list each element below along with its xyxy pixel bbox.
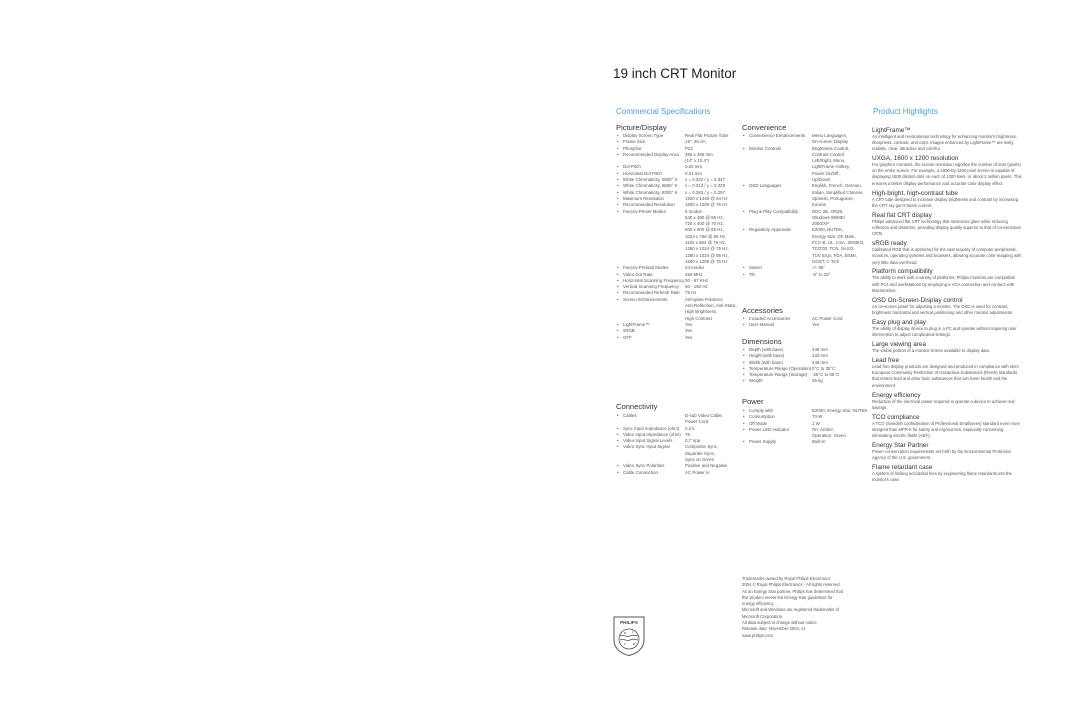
spec-value: Yes xyxy=(685,328,693,334)
bullet: • xyxy=(617,177,619,183)
spec-value: Yes xyxy=(685,321,693,327)
bullet: • xyxy=(617,189,619,195)
highlight-description: Philips advanced flat CRT technology that minimizes glare while reducing reflection and distortion, providing display quality superior to that of conventional CRTs. xyxy=(872,218,1021,237)
highlight-description: Power conservation requirements set forth by the Environmental Protection Agency of the U.S. government. xyxy=(872,449,1012,461)
spec-label: LightFrame™ xyxy=(623,321,650,327)
spec-value: 30 - 97 KHz xyxy=(685,277,709,283)
power-specs xyxy=(743,408,867,446)
spec-label: User Manual xyxy=(749,322,774,328)
bullet: • xyxy=(743,426,745,432)
bullet: • xyxy=(743,322,745,328)
spec-value: 720 x 400 @ 70 Hz, xyxy=(685,221,724,227)
spec-value: D-sub Video Cable, xyxy=(685,413,723,418)
spec-label: Consumption xyxy=(749,414,775,420)
spec-label: Convenience Enhancements xyxy=(749,133,806,138)
spec-label: Video Sync Input Signal xyxy=(623,444,670,450)
logo-text: PHILIPS xyxy=(620,620,638,625)
spec-value: -5° to 25° xyxy=(812,271,831,277)
spec-label: Factory Preset Modes xyxy=(623,208,666,214)
spec-value: AC Power Cord xyxy=(812,316,843,321)
spec-value: 24 modes xyxy=(685,265,705,271)
spec-value: x = 0.313 / y = 0.329 xyxy=(685,183,726,189)
bullet: • xyxy=(617,145,619,151)
spec-value: 1280 x 1024 @ 85 Hz, xyxy=(685,252,729,258)
bullet: • xyxy=(617,164,619,170)
bullet: • xyxy=(617,469,619,475)
spec-value: 0.25 mm xyxy=(685,164,703,170)
spec-value: 448 mm xyxy=(812,359,828,365)
spec-label: Monitor Controls xyxy=(749,145,782,151)
spec-label: Height (with base) xyxy=(749,353,785,359)
spec-row xyxy=(743,322,843,328)
spec-label: Width (with base) xyxy=(749,359,783,365)
spec-value: Yes xyxy=(685,334,693,340)
commercial-specifications-heading: Commercial Specifications xyxy=(616,107,711,116)
spec-value: High Brightness, xyxy=(685,309,718,315)
spec-label: Video Input Signal Levels xyxy=(623,438,673,444)
spec-value: 433 mm xyxy=(812,353,828,359)
highlight-title: Platform compatibility xyxy=(872,268,933,276)
bullet: • xyxy=(617,296,619,302)
spec-label: Power LED Indicator xyxy=(749,426,790,432)
picture-display-heading: Picture/Display xyxy=(616,123,667,132)
spec-value: P22 xyxy=(685,145,693,151)
highlight-title: OSD On-Screen-Display control xyxy=(872,296,963,304)
bullet: • xyxy=(617,284,619,290)
spec-value: 75 Hz xyxy=(685,290,697,296)
spec-label: Included Accessories xyxy=(749,316,791,321)
spec-value: 355 x 266 mm xyxy=(685,151,713,157)
spec-label: White Chromaticity, 5500° K xyxy=(623,177,678,183)
bullet: • xyxy=(743,347,745,352)
bullet: • xyxy=(743,359,745,365)
spec-label: Regulatory Approvals xyxy=(749,227,791,233)
spec-value: Italian, Simplified Chinese, xyxy=(812,189,864,195)
spec-label: Factory Preload Modes xyxy=(623,265,669,271)
bullet: • xyxy=(743,365,745,371)
spec-value: AC Power in xyxy=(685,469,710,475)
connectivity-specs xyxy=(617,413,727,476)
highlight-title: Real flat CRT display xyxy=(872,211,932,219)
highlight-title: LightFrame™ xyxy=(872,126,911,134)
highlight-description: For graphics monitors, the screen resolution signifies the number of dots (pixels) on the entire screen. For example, a 1600-by-1200 pixel screen is capable of displaying 1600 distinct dots on each of 1200 lines, or about 2 million pixels. This ensures a better display performance and accurate color display effect. xyxy=(872,161,1022,186)
legal-line: 2004 © Royal Philips Electronics - All rights reserved xyxy=(742,582,840,588)
bullet: • xyxy=(617,413,619,418)
dimensions-specs xyxy=(743,347,839,385)
spec-value: E2000, NUTEK, xyxy=(812,227,844,233)
spec-value: Anti-glare Polarizer, xyxy=(685,296,724,302)
spec-label: Cable Connection xyxy=(623,469,658,475)
spec-label: Power Supply xyxy=(749,439,777,445)
spec-value: 1152 x 864 @ 75 Hz, xyxy=(685,240,726,246)
picture-display-specs xyxy=(617,133,737,341)
product-highlights-heading: Product Highlights xyxy=(873,107,938,116)
spec-value: 800 x 600 @ 85 Hz, xyxy=(685,227,724,233)
highlight-title: TCO compliance xyxy=(872,413,920,421)
spec-row xyxy=(743,378,839,384)
highlight-title: Large viewing area xyxy=(872,341,926,349)
spec-value: Korean xyxy=(812,202,827,208)
spec-value: Anti-Reflection, Anti-Static, xyxy=(685,303,737,309)
spec-value: Spanish, Portuguese, xyxy=(812,195,854,201)
spec-value: 449 mm xyxy=(812,347,828,352)
spec-label: Video Sync Polarities xyxy=(623,463,665,469)
spec-value: 0°C to 35°C xyxy=(812,365,836,371)
spec-label: Plug & Play Compatibility xyxy=(749,208,799,214)
spec-value: Energy Star, CE Mark, xyxy=(812,233,856,239)
spec-value: 70 W xyxy=(812,414,823,420)
highlight-description: A TCO (Swedish confederation of Professional Employees) standard even more stringent than MPR-II for safety and ergonomics, especially concerning eliminating electric fields (AEF). xyxy=(872,420,1020,439)
spec-row xyxy=(617,335,737,341)
spec-value: Operation: Green xyxy=(812,433,846,439)
legal-line: Microsoft Corporation. xyxy=(742,613,784,619)
spec-value: On: Amber, xyxy=(812,426,834,432)
bullet: • xyxy=(617,195,619,201)
bullet: • xyxy=(743,265,745,271)
legal-line: Release date: November 2004, v2 xyxy=(742,626,806,632)
highlight-title: Easy plug and play xyxy=(872,318,927,326)
bullet: • xyxy=(743,439,745,445)
spec-value: TÜV Ergo, FDA, BSMI, xyxy=(812,252,857,258)
spec-value: TCO'03, TCN, SASO, xyxy=(812,246,855,252)
bullet: • xyxy=(617,133,619,138)
bullet: • xyxy=(617,151,619,157)
bullet: • xyxy=(743,372,745,378)
highlight-description: A system of limiting accidental fires by engineering flame retardants into the monitor's case. xyxy=(872,471,1012,483)
dimensions-heading: Dimensions xyxy=(742,337,782,346)
highlight-title: Lead free xyxy=(872,356,900,364)
bullet: • xyxy=(743,271,745,277)
spec-value: Menu Languages, xyxy=(812,133,848,138)
spec-value: Separate Sync, xyxy=(685,450,716,456)
spec-label: Phosphor xyxy=(623,145,642,151)
highlight-description: A CRT tube designed to increase display brightness and contrast by increasing the CRT ray gun's beam current. xyxy=(872,196,1019,208)
spec-value: Windows 98/ME/ xyxy=(812,214,845,220)
bullet: • xyxy=(617,321,619,327)
bullet: • xyxy=(743,227,745,233)
legal-line: this product meets the Energy Star guidelines for xyxy=(742,594,833,600)
spec-label: Temperature Range (Operation) xyxy=(749,365,812,371)
legal-line: All data subject to change without notice xyxy=(742,620,817,626)
spec-value: 8 modes xyxy=(685,208,702,214)
spec-label: Video Input Impedance (ohm) xyxy=(623,431,681,437)
spec-value: Yes xyxy=(812,322,820,328)
spec-row xyxy=(743,439,867,445)
product-highlights-list xyxy=(872,124,1022,484)
bullet: • xyxy=(617,444,619,450)
bullet: • xyxy=(743,145,745,151)
bullet: • xyxy=(743,378,745,384)
spec-value: +/- 90° xyxy=(812,265,826,271)
bullet: • xyxy=(743,208,745,214)
spec-value: 25 kg xyxy=(812,378,823,384)
bullet: • xyxy=(617,202,619,208)
spec-value: (14" x 10.4") xyxy=(685,158,710,164)
spec-label: Cables xyxy=(623,413,637,418)
bullet: • xyxy=(617,265,619,271)
bullet: • xyxy=(617,139,619,145)
legal-line: As an Energy Star partner, Philips has determined that xyxy=(742,588,844,594)
bullet: • xyxy=(743,133,745,138)
spec-value: 640 x 480 @ 85 Hz, xyxy=(685,214,724,220)
spec-label: Depth (with base) xyxy=(749,347,784,352)
highlight-title: Flame retardant case xyxy=(872,464,933,472)
spec-value: 2.2 k xyxy=(685,425,695,431)
highlight-description: Lead free display products are designed and produced in compliance with strict European Community Restriction of Hazardous Substances (RoHS) standards that restrict lead and other toxic substances that can harm health and the environment. xyxy=(872,363,1019,388)
spec-value: 1600 x 1200 @ 75 Hz xyxy=(685,258,728,264)
power-heading: Power xyxy=(742,397,764,406)
spec-label: Temperature Range (Storage) xyxy=(749,372,808,378)
spec-label: White Chromaticity, 9300° K xyxy=(623,189,678,195)
spec-value: 1600 x 1200 @ 75 Hz xyxy=(685,202,728,208)
spec-value: Built-in xyxy=(812,439,826,445)
spec-value: Contrast Control xyxy=(812,151,844,157)
spec-value: English, French, German, xyxy=(812,183,863,189)
highlight-description: The ability to work with a variety of platforms; Philips monitors are compatible with PCs and workstations by employing a VGA connection and connect with Macintoshes. xyxy=(872,275,1015,294)
spec-value: Real Flat Picture Tube xyxy=(685,133,729,138)
spec-label: Weight xyxy=(749,378,763,384)
bullet: • xyxy=(617,183,619,189)
spec-value: DDC 2B, sRGB, xyxy=(812,208,844,214)
spec-value: 50 - 160 Hz xyxy=(685,284,708,290)
bullet: • xyxy=(743,414,745,420)
highlight-title: Energy Star Partner xyxy=(872,442,929,449)
highlight-description: The visible portion of a monitor screen available to display data. xyxy=(872,348,991,354)
spec-value: 0.21 mm xyxy=(685,170,703,176)
convenience-heading: Convenience xyxy=(742,123,787,132)
spec-label: Horizontal Scanning Frequency xyxy=(623,277,685,283)
spec-value: 2000/XP xyxy=(812,221,829,227)
bullet: • xyxy=(617,334,619,340)
spec-label: Screen Enhancements xyxy=(623,296,668,302)
spec-value: 19", 46 cm xyxy=(685,139,706,145)
spec-value: Up/Down xyxy=(812,177,831,183)
page-title: 19 inch CRT Monitor xyxy=(613,66,737,81)
spec-label: Tilt xyxy=(749,271,755,277)
bullet: • xyxy=(743,183,745,189)
spec-label: Comply with xyxy=(749,408,773,413)
spec-label: Recommended Display Area xyxy=(623,151,679,157)
bullet: • xyxy=(743,316,745,321)
accessories-heading: Accessories xyxy=(742,306,783,315)
spec-row xyxy=(617,470,727,476)
spec-value: 75 xyxy=(685,431,690,437)
highlight-title: sRGB ready xyxy=(872,240,907,248)
spec-value: 1280 x 1024 @ 75 Hz, xyxy=(685,246,729,252)
highlight-description: An intelligent and revolutionary technology for enhancing monitor's brightness, sharpness, contrast, and color. Images enhanced by LightFrame™ are lively, realistic, clear, attractive and colorful. xyxy=(872,133,1017,152)
spec-label: Maximum Resolution xyxy=(623,195,664,201)
spec-value: Sync on Green xyxy=(685,457,715,463)
spec-value: 1920 x 1440 @ 64 Hz xyxy=(685,195,728,201)
bullet: • xyxy=(743,353,745,359)
spec-label: Recommended Resolution xyxy=(623,202,675,208)
legal-line: Trademarks owned by Royal Philips Electronics xyxy=(742,576,831,581)
legal-notice xyxy=(742,576,876,639)
spec-value: LightFrame Hotkey, xyxy=(812,164,850,170)
highlight-description: The ability of display device to plug in a PC and operate without requiring user intervention to adjust complicated settings. xyxy=(872,325,1017,338)
spec-value: High Contrast xyxy=(685,315,712,321)
spec-label: Off Mode xyxy=(749,420,767,426)
connectivity-heading: Connectivity xyxy=(616,402,658,411)
bullet: • xyxy=(617,328,619,334)
bullet: • xyxy=(743,408,745,413)
spec-label: Horizontal Dot Pitch xyxy=(623,170,662,176)
highlight-description: An on-screen panel for adjusting a monitor. The OSD is used for contrast, brightness horizontal and vertical positioning and other monitor adjustments. xyxy=(872,303,1014,316)
spec-value: GOST, C-Tick xyxy=(812,258,839,264)
bullet: • xyxy=(617,271,619,277)
spec-label: White Chromaticity, 6500° K xyxy=(623,183,678,189)
spec-value: x = 0.283 / y = 0.297 xyxy=(685,189,726,195)
bullet: • xyxy=(617,438,619,444)
spec-label: Recommended Refresh Rate xyxy=(623,290,680,296)
spec-label: Frame Size xyxy=(623,139,646,145)
spec-label: Dot Pitch xyxy=(623,164,641,170)
bullet: • xyxy=(743,420,745,426)
spec-value: 0.7 Vpp xyxy=(685,438,701,444)
spec-value: 250 MHz xyxy=(685,271,703,277)
spec-value: Left/Right, Menu, xyxy=(812,158,846,164)
bullet: • xyxy=(617,170,619,176)
spec-value: On-screen Display xyxy=(812,139,849,145)
spec-label: Sync Input Impedance (ohm) xyxy=(623,425,680,431)
bullet: • xyxy=(617,425,619,431)
bullet: • xyxy=(617,290,619,296)
legal-line: Microsoft and Windows are registered trademarks of xyxy=(742,607,840,613)
bullet: • xyxy=(617,277,619,283)
spec-value: FCC-B, UL, CSA, SEMKO, xyxy=(812,240,865,246)
highlight-title: Energy efficiency xyxy=(872,391,921,399)
spec-value: E2000, Energy Star, NUTEK xyxy=(812,408,868,413)
accessories-specs xyxy=(743,316,843,329)
spec-label: Vertical Scanning Frequency xyxy=(623,284,679,290)
spec-value: Brightness Control, xyxy=(812,145,850,151)
spec-label: Display Screen Type xyxy=(623,133,664,138)
spec-label: OSD Languages xyxy=(749,183,782,189)
spec-value: Power On/Off, xyxy=(812,170,840,176)
spec-value: Positive and Negative xyxy=(685,463,728,469)
spec-value: -25°C to 65°C xyxy=(812,372,840,378)
highlight-description: Calibrated RGB that is optimized for the vast majority of computer peripherals, monitors, operating systems and browsers, allowing accurate color mapping with very little data overhead. xyxy=(872,247,1022,265)
highlight-description: Reduction of the electrical power required to operate a device to achieve real savings. xyxy=(872,398,1015,410)
spec-value: Power Cord xyxy=(685,419,709,425)
philips-logo xyxy=(612,616,646,656)
legal-line: www.philips.com xyxy=(742,632,773,638)
spec-label: Swivel xyxy=(749,265,762,271)
spec-label: sRGB xyxy=(623,328,635,334)
spec-value: x = 0.332 / y = 0.347 xyxy=(685,177,726,183)
spec-label: Video Dot Rate xyxy=(623,271,653,277)
bullet: • xyxy=(617,431,619,437)
spec-row xyxy=(743,272,864,278)
spec-label: GTF xyxy=(623,334,632,340)
bullet: • xyxy=(617,463,619,469)
spec-value: 1024 x 768 @ 85 Hz, xyxy=(685,233,727,239)
spec-value: Composite Sync, xyxy=(685,444,719,450)
highlight-title: High-bright, high-contrast tube xyxy=(872,189,958,197)
legal-line: energy efficiency. xyxy=(742,601,775,607)
bullet: • xyxy=(617,208,619,214)
highlight-title: UXGA, 1600 x 1200 resolution xyxy=(872,154,959,162)
spec-value: 1 W xyxy=(812,420,820,426)
convenience-specs xyxy=(743,133,864,278)
